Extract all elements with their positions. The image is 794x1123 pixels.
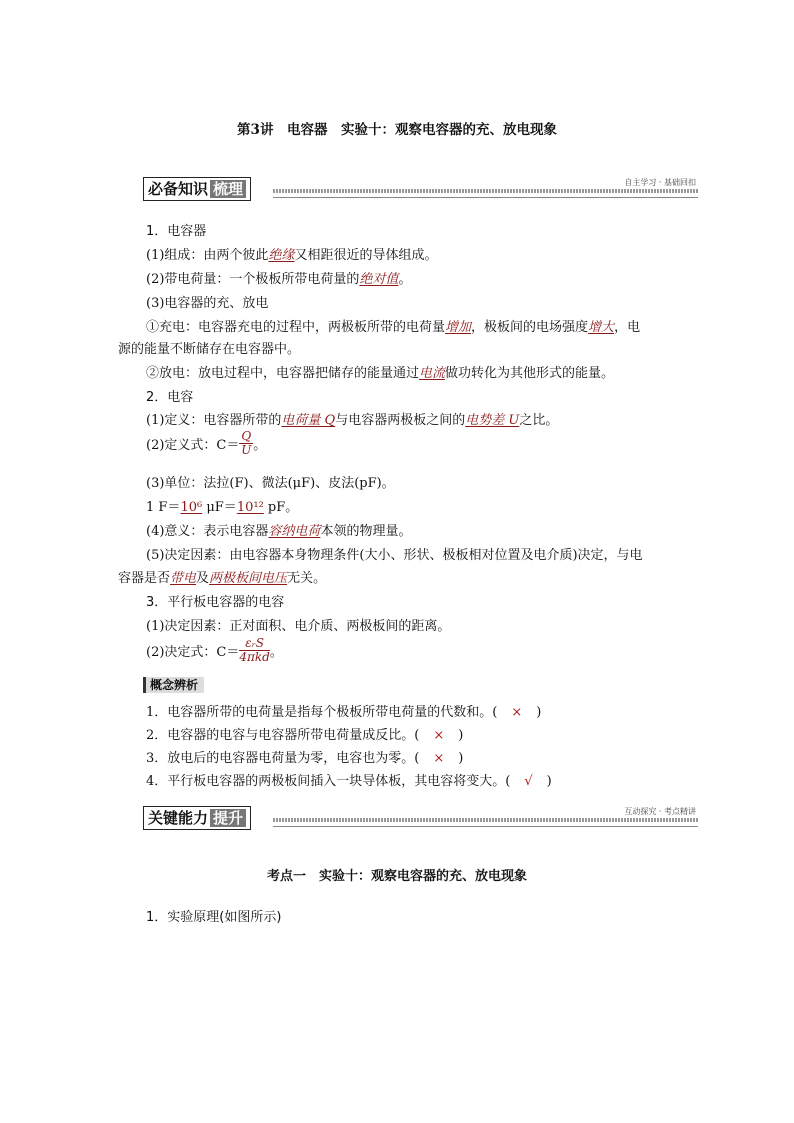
banner-tag: 关键能力 提升: [143, 806, 251, 830]
cross-mark: ×: [433, 751, 445, 766]
text-line: (5)决定因素：由电容器本身物理条件(大小、形状、极板相对位置及电介质)决定，与电: [146, 548, 643, 563]
banner-tag: 必备知识 梳理: [143, 177, 251, 201]
text-line: (1)决定因素：正对面积、电介质、两极板间的距离。: [146, 619, 451, 634]
section-heading-capacitance: 2．电容: [146, 390, 194, 405]
text-line: ①充电：电容器充电的过程中，两极板所带的电荷量增加，极板间的电场强度增大，电: [146, 320, 641, 335]
text-line: (1)组成：由两个彼此绝缘又相距很近的导体组成。: [146, 248, 438, 263]
concept-item: 2．电容器的电容与电容器所带电荷量成反比。( × ): [146, 728, 464, 743]
concept-item: 4．平行板电容器的两极板间插入一块导体板，其电容将变大。( √ ): [146, 774, 552, 789]
answer-blank: 10⁶: [180, 500, 203, 515]
cross-mark: ×: [433, 728, 445, 743]
fraction: $\frac{\text{εᵣS}}{\text{4πkd}}$: [239, 636, 270, 664]
text-line: (3)电容器的充、放电: [146, 296, 269, 311]
answer-blank: 电荷量 Q: [281, 413, 336, 428]
concept-item: 3．放电后的电容器电荷量为零，电容也为零。( × ): [146, 751, 464, 766]
text-line: (2)带电荷量：一个极板所带电荷量的绝对值。: [146, 272, 412, 287]
banner-rule: [273, 818, 698, 822]
text-line: (4)意义：表示电容器容纳电荷本领的物理量。: [146, 524, 412, 539]
key-point-title: 考点一 实验十：观察电容器的充、放电现象: [266, 869, 527, 884]
concept-tag: 概念辨析: [143, 677, 204, 693]
text-line: 容器是否带电及两极板间电压无关。: [118, 571, 327, 586]
cross-mark: ×: [511, 705, 523, 720]
section-banner-ability: [143, 806, 698, 830]
banner-highlight: 梳理: [210, 180, 246, 198]
text-line: (1)定义：电容器所带的电荷量 Q与电容器两极板之间的电势差 U之比。: [146, 413, 559, 428]
answer-blank: 10¹²: [236, 500, 264, 515]
answer-blank: 电流: [419, 366, 446, 381]
answer-blank: 两极板间电压: [209, 571, 288, 586]
answer-blank: 增加: [445, 320, 472, 335]
banner-underline: [273, 826, 698, 827]
check-mark: √: [524, 774, 533, 789]
banner-rule: [273, 189, 698, 193]
banner-note: 自主学习 · 基础回扣: [620, 177, 696, 188]
section-heading-principle: 1．实验原理(如图所示): [146, 910, 282, 925]
formula-definition: (2)定义式：C＝ $\frac{Q}{U}$ 。: [146, 429, 267, 457]
concept-item: 1．电容器所带的电荷量是指每个极板所带电荷量的代数和。( × ): [146, 705, 542, 720]
text-line: ②放电：放电过程中，电容器把储存的能量通过电流做功转化为其他形式的能量。: [146, 366, 615, 381]
text-line: 1 F＝10⁶ μF＝10¹² pF。: [146, 500, 299, 515]
page-title: 第3讲 电容器 实验十：观察电容器的充、放电现象: [237, 122, 557, 138]
answer-blank: 带电: [170, 571, 197, 586]
section-heading-parallel-plate: 3．平行板电容器的电容: [146, 595, 285, 610]
banner-underline: [273, 197, 698, 198]
banner-note: 互动探究 · 考点精讲: [620, 806, 696, 817]
text-line: 源的能量不断储存在电容器中。: [118, 342, 301, 357]
formula-determination: (2)决定式：C＝ $\frac{\text{εᵣS}}{\text{4πkd}}$ 。: [146, 636, 283, 664]
answer-blank: 绝对值: [359, 272, 399, 287]
answer-blank: 绝缘: [268, 248, 295, 263]
fraction: $\frac{Q}{U}$: [241, 429, 252, 457]
text-line: (3)单位：法拉(F)、微法(μF)、皮法(pF)。: [146, 476, 395, 491]
answer-blank: 容纳电荷: [268, 524, 321, 539]
section-heading-capacitor: 1．电容器: [146, 224, 207, 239]
section-banner-knowledge: [143, 177, 698, 201]
answer-blank: 电势差 U: [465, 413, 520, 428]
answer-blank: 增大: [588, 320, 615, 335]
banner-highlight: 提升: [210, 809, 246, 827]
